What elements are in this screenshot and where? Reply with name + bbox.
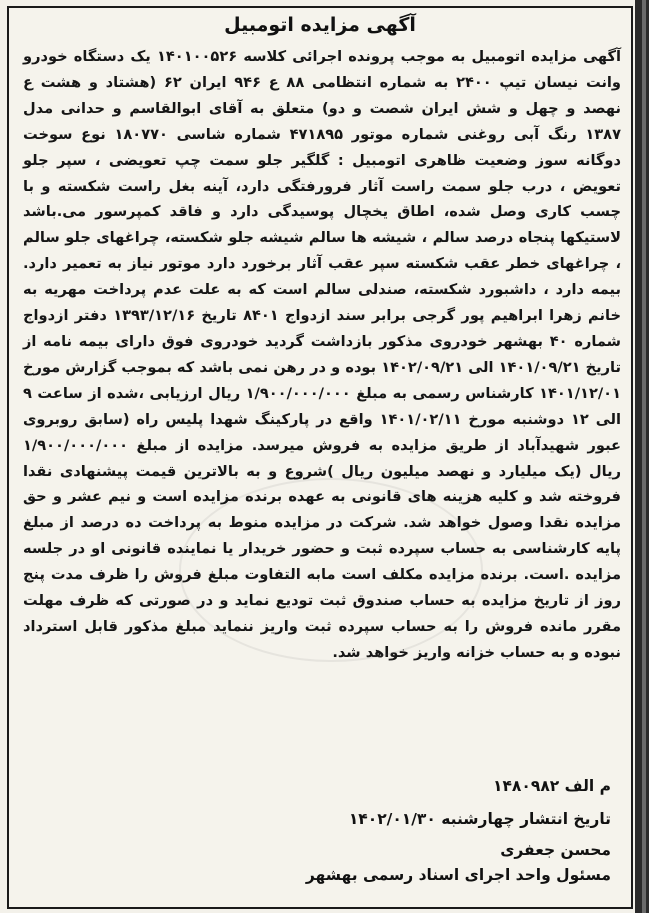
signatory-name: محسن جعفری bbox=[500, 841, 611, 859]
notice-body: آگهی مزایده اتومبیل به موجب پرونده اجرائی کلاسه ۱۴۰۱۰۰۵۲۶ یک دستگاه خودرو وانت نیسان تیپ ۲۴۰۰ به شماره انتظامی ۸۸ ع ۹۴۶ ایران ۶۲ (هشتاد و هشت ع نهصد و چهل و شش ایران شصت و دو) متعلق به آقای ابوالقاسم و حدانی مدل ۱۳۸۷ رنگ آبی روغنی شماره موتور ۴۷۱۸۹۵ شماره شاسی ۱۸۰۷۷۰ نوع سوخت دوگانه سوز وضعیت ظاهری اتومبیل : گلگیر جلو سمت چپ تعویضی ، سپر جلو تعویض ، درب جلو سمت راست آثار فرورفتگی دارد، آینه بغل راست شکسته و با چسب کاری وصل شده، اطاق یخچال پوسیدگی دارد و فاقد کمپرسور می.باشد لاستیکها پنجاه درصد سالم ، شیشه ها سالم شیشه جلو شکسته، چراغهای جلو سالم ، چراغهای خطر عقب شکسته سپر عقب آثار برخورد دارد موتور نیاز به تعمیر دارد. بیمه دارد ، داشبورد شکسته، صندلی سالم است که به علت عدم پرداخت مهریه به خانم زهرا ابراهیم پور گرجی برابر سند ازدواج ۸۴۰۱ تاریخ ۱۳۹۳/۱۲/۱۶ دفتر ازدواج شماره ۴۰ بهشهر خودروی مذکور بازداشت گردید خودروی فوق دارای بیمه نامه از تاریخ ۱۴۰۱/۰۹/۲۱ الی ۱۴۰۲/۰۹/۲۱ بوده و در رهن نمی باشد که بموجب گزارش مورخ ۱۴۰۱/۱۲/۰۱ کارشناس رسمی به مبلغ ۱/۹۰۰/۰۰۰/۰۰۰ ریال ارزیابی ،شده از ساعت ۹ الی ۱۲ دوشنبه مورخ ۱۴۰۱/۰۲/۱۱ واقع در پارکینگ شهدا پلیس راه (سابق روبروی عبور شهیدآباد از طریق مزایده به فروش میرسد. مزایده از مبلغ ۱/۹۰۰/۰۰۰/۰۰۰ ریال (یک میلیارد و نهصد میلیون ریال )شروع و به بالاترین قیمت پیشنهادی نقدا فروخته شد و کلیه هزینه های قانونی به عهده برنده مزایده است و نیم عشر و حق مزایده نقدا وصول خواهد شد. شرکت در مزایده منوط به پرداخت ده درصد از مبلغ پایه کارشناسی به حساب سپرده ثبت و حضور خریدار یا نماینده قانونی او در جلسه مزایده .است. برنده مزایده مکلف است مابه التفاوت مبلغ فروش را ظرف مدت پنج روز از تاریخ مزایده به حساب صندوق ثبت تودیع نماید و در صورتی که ظرف مهلت مقرر مانده فروش را به حساب سپرده ثبت واریز ننماید مبلغ مذکور قابل استرداد نبوده و به حساب خزانه واریز خواهد شد. bbox=[23, 48, 621, 661]
signatory-title: مسئول واحد اجرای اسناد رسمی بهشهر bbox=[305, 866, 611, 884]
page-edge-strip bbox=[635, 0, 649, 913]
notice-footer bbox=[191, 774, 611, 888]
notice-title: آگهی مزایده اتومبیل bbox=[224, 14, 416, 36]
page-edge-strip-highlight bbox=[642, 0, 646, 913]
notice-frame bbox=[7, 6, 633, 909]
reference-number: م الف ۱۴۸۰۹۸۲ bbox=[493, 777, 611, 795]
publish-date: تاریخ انتشار چهارشنبه ۱۴۰۲/۰۱/۳۰ bbox=[348, 810, 611, 828]
